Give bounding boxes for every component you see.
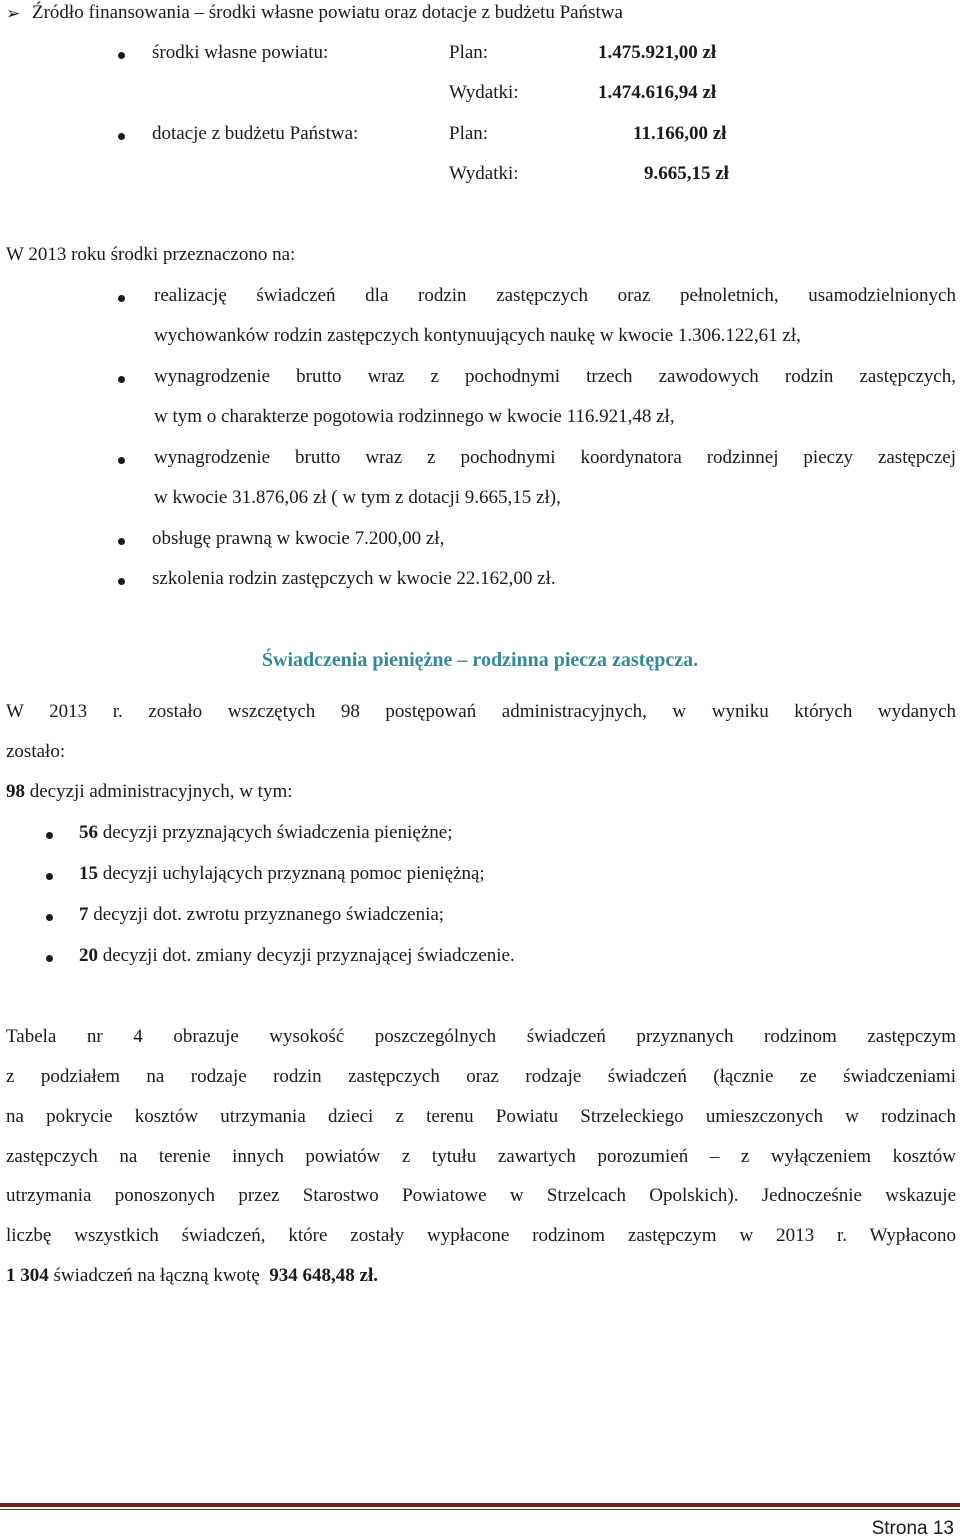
- section-heading: Świadczenia pieniężne – rodzinna piecza zastępcza.: [261, 649, 699, 671]
- bullet-icon: [118, 52, 125, 59]
- footer-rule-thin: [0, 1509, 960, 1510]
- table-para-line: utrzymania ponoszonych przez Starostwo Powiatowe w Strzelcach Opolskich). Jednocześnie wskazuje: [6, 1185, 956, 1206]
- decision-count: 15: [79, 863, 98, 884]
- decision-count: 56: [79, 822, 98, 843]
- decision-item: [79, 904, 444, 926]
- arrow-bullet-icon: ➢: [6, 4, 21, 23]
- funding-own-exp: 1.474.616,94 zł: [598, 82, 717, 103]
- proceedings-line2: zostało:: [6, 741, 66, 762]
- decision-text: decyzji przyznających świadczenia pieniężne;: [98, 822, 453, 843]
- funding-grant-exp-label: Wydatki:: [449, 163, 519, 184]
- decision-item: [79, 822, 452, 844]
- funding-grant-exp: 9.665,15 zł: [644, 163, 729, 184]
- bullet-icon: [118, 538, 125, 545]
- allocation-item-3-line2: w kwocie 31.876,06 zł ( w tym z dotacji 9.665,15 zł),: [154, 487, 561, 508]
- decision-text: decyzji uchylających przyznaną pomoc pieniężną;: [98, 863, 485, 884]
- funding-own-plan-label: Plan:: [449, 42, 489, 63]
- bullet-icon: [46, 873, 53, 880]
- table-para-line: Tabela nr 4 obrazuje wysokość poszczególnych świadczeń przyznanych rodzinom zastępczym: [6, 1026, 956, 1047]
- funding-title: Źródło finansowania – środki własne powiatu oraz dotacje z budżetu Państwa: [32, 2, 623, 23]
- decision-text: decyzji dot. zwrotu przyznanego świadczenia;: [88, 904, 445, 925]
- allocation-item-1-line2: wychowanków rodzin zastępczych kontynuujących naukę w kwocie 1.306.122,61 zł,: [154, 325, 801, 346]
- allocation-item-2-line2: w tym o charakterze pogotowia rodzinnego w kwocie 116.921,48 zł,: [154, 406, 675, 427]
- table-para-line: zastępczych na terenie innych powiatów z tytułu zawartych porozumień – z wyłączeniem kosztów: [6, 1146, 956, 1167]
- table-para-line: z podziałem na rodzaje rodzin zastępczych oraz rodzaje świadczeń (łącznie ze świadczeniami: [6, 1066, 956, 1087]
- allocation-item-2-line1: wynagrodzenie brutto wraz z pochodnymi trzech zawodowych rodzin zastępczych,: [154, 366, 956, 387]
- allocation-item-5: szkolenia rodzin zastępczych w kwocie 22.162,00 zł.: [152, 568, 556, 589]
- table-para-line: liczbę wszystkich świadczeń, które zostały wypłacone rodzinom zastępczym w 2013 r. Wypłacono: [6, 1225, 956, 1246]
- decision-item: [79, 863, 485, 885]
- payments-text: świadczeń na łączną kwotę: [48, 1265, 270, 1286]
- funding-grant-label: dotacje z budżetu Państwa:: [152, 123, 359, 144]
- footer-rule: [0, 1503, 960, 1507]
- decision-count: 20: [79, 945, 98, 966]
- table-para-line: na pokrycie kosztów utrzymania dzieci z terenu Powiatu Strzeleckiego umieszczonych w rodzinach: [6, 1106, 956, 1127]
- bullet-icon: [118, 578, 125, 585]
- bullet-icon: [46, 914, 53, 921]
- decision-count: 7: [79, 904, 89, 925]
- funding-own-plan: 1.475.921,00 zł: [598, 42, 717, 63]
- proceedings-line1: W 2013 r. zostało wszczętych 98 postępowań administracyjnych, w wyniku których wydanych: [6, 701, 956, 722]
- bullet-icon: [46, 832, 53, 839]
- allocation-item-4: obsługę prawną w kwocie 7.200,00 zł,: [152, 528, 445, 549]
- allocation-item-1-line1: realizację świadczeń dla rodzin zastępczych oraz pełnoletnich, usamodzielnionych: [154, 285, 956, 306]
- page-number: Strona 13: [871, 1518, 954, 1539]
- decisions-summary: [6, 781, 293, 803]
- funding-grant-plan: 11.166,00 zł: [633, 123, 727, 144]
- decision-item: [79, 945, 515, 967]
- bullet-icon: [46, 955, 53, 962]
- decisions-total-text: decyzji administracyjnych, w tym:: [25, 781, 293, 802]
- allocation-item-3-line1: wynagrodzenie brutto wraz z pochodnymi koordynatora rodzinnej pieczy zastępczej: [154, 447, 956, 468]
- funding-grant-plan-label: Plan:: [449, 123, 489, 144]
- decision-text: decyzji dot. zmiany decyzji przyznającej świadczenie.: [98, 945, 515, 966]
- table-para-last-line: [6, 1265, 378, 1287]
- allocation-intro: W 2013 roku środki przeznaczono na:: [6, 244, 296, 265]
- bullet-icon: [118, 295, 125, 302]
- payments-count: 1 304: [6, 1265, 49, 1286]
- payments-amount: 934 648,48 zł.: [269, 1265, 378, 1286]
- decisions-total: 98: [6, 781, 25, 802]
- funding-own-exp-label: Wydatki:: [449, 82, 519, 103]
- funding-own-label: środki własne powiatu:: [152, 42, 329, 63]
- bullet-icon: [118, 457, 125, 464]
- bullet-icon: [118, 376, 125, 383]
- bullet-icon: [118, 133, 125, 140]
